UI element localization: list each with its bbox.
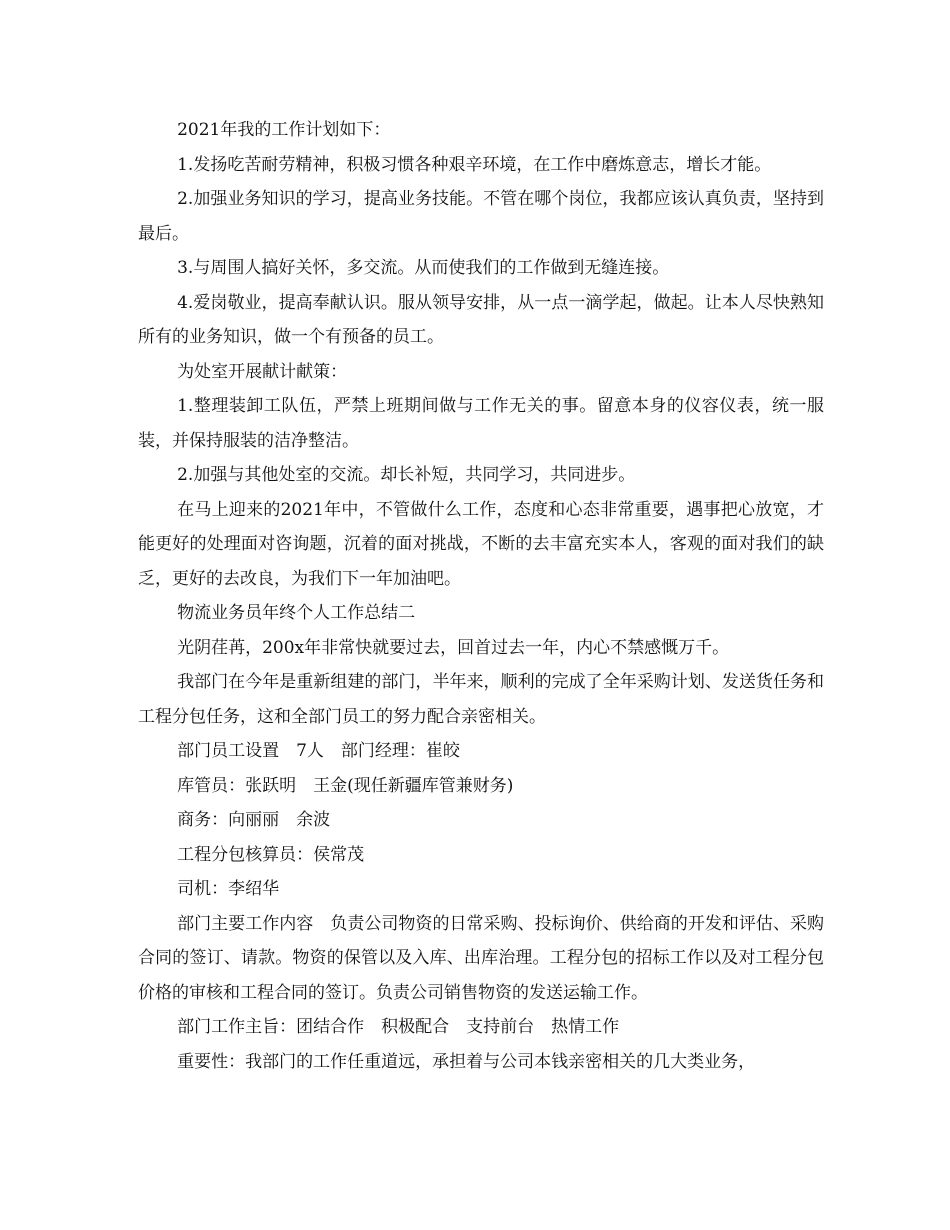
paragraph-plan-item-3: 3.与周围人搞好关怀，多交流。从而使我们的工作做到无缝连接。 xyxy=(177,258,670,278)
paragraph-importance: 重要性：我部门的工作任重道远，承担着与公司本钱亲密相关的几大类业务， xyxy=(177,1051,756,1072)
paragraph-main-duties: 部门主要工作内容 负责公司物资的日常采购、投标询价、供给商的开发和评估、采购合同的签订、请款。物资的保管以及入库、出库治理。工程分包的招标工作以及对工程分包价格的审核和工程合同的签订。负责公司销售物资的发送运输工作。 xyxy=(138,913,824,1003)
paragraph-intro: 光阴荏苒，200x年非常快就要过去，回首过去一年，内心不禁感慨万千。 xyxy=(177,637,730,658)
paragraph-business-staff: 商务：向丽丽 余波 xyxy=(177,810,331,830)
paragraph-section-title: 物流业务员年终个人工作总结二 xyxy=(177,603,416,623)
paragraph-closing: 在马上迎来的2021年中，不管做什么工作，态度和心态非常重要，遇事把心放宽，才能更好的处理面对咨询题，沉着的面对挑战，不断的去丰富充实本人，客观的面对我们的缺乏，更好的去改良，为我们下一年加油吧。 xyxy=(138,499,824,589)
paragraph-warehouse-staff: 库管员：张跃明 王金(现任新疆库管兼财务) xyxy=(177,775,514,796)
paragraph-suggestion-2: 2.加强与其他处室的交流。却长补短，共同学习，共同进步。 xyxy=(177,465,636,485)
paragraph-plan-item-2: 2.加强业务知识的学习，提高业务技能。不管在哪个岗位，我都应该认真负责，坚持到最后。 xyxy=(138,189,824,244)
document-body xyxy=(138,113,824,1079)
paragraph-plan-item-1: 1.发扬吃苦耐劳精神，积极习惯各种艰辛环境，在工作中磨炼意志，增长才能。 xyxy=(177,154,772,175)
paragraph-plan-item-4: 4.爱岗敬业，提高奉献认识。服从领导安排，从一点一滴学起，做起。让本人尽快熟知所有的业务知识，做一个有预备的员工。 xyxy=(138,292,824,347)
paragraph-department-summary: 我部门在今年是重新组建的部门，半年来，顺利的完成了全年采购计划、发送货任务和工程分包任务，这和全部门员工的努力配合亲密相关。 xyxy=(138,672,824,727)
paragraph-suggestion-1: 1.整理装卸工队伍，严禁上班期间做与工作无关的事。留意本身的仪容仪表，统一服装，并保持服装的洁净整洁。 xyxy=(138,396,824,451)
paragraph-accountant: 工程分包核算员：侯常茂 xyxy=(177,844,365,865)
paragraph-suggestions-heading: 为处室开展献计献策： xyxy=(177,361,348,382)
paragraph-plan-heading: 2021年我的工作计划如下： xyxy=(177,120,391,140)
paragraph-department-motto: 部门工作主旨：团结合作 积极配合 支持前台 热情工作 xyxy=(177,1017,620,1037)
paragraph-driver: 司机：李绍华 xyxy=(177,879,280,899)
paragraph-staff-setup: 部门员工设置 7人 部门经理：崔皎 xyxy=(177,741,460,761)
